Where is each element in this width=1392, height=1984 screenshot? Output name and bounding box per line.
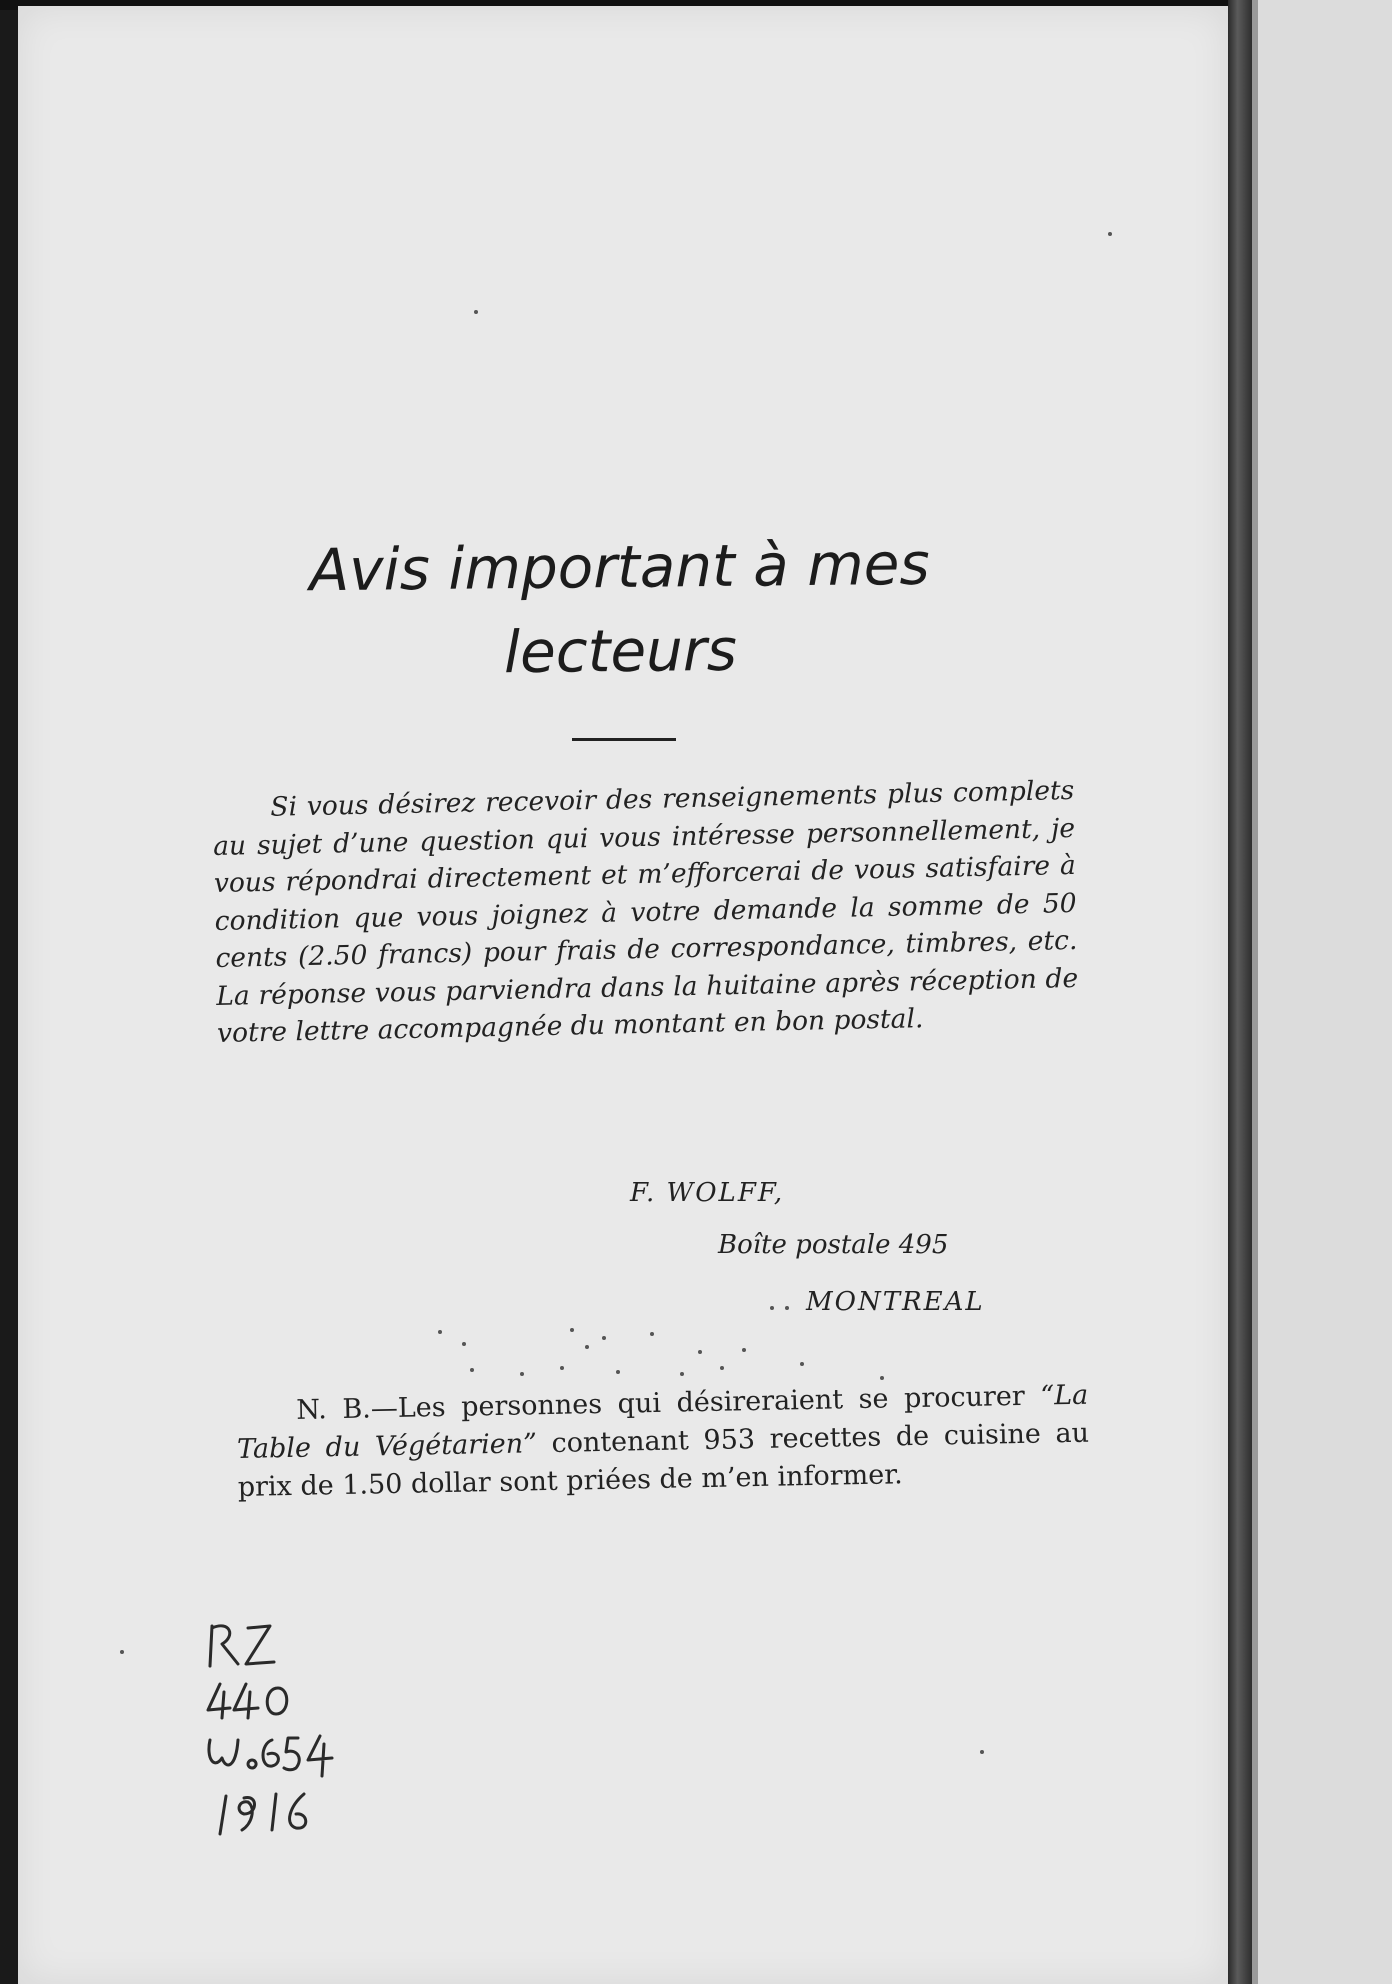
speck bbox=[462, 1342, 466, 1346]
speck bbox=[616, 1370, 620, 1374]
speck bbox=[585, 1345, 589, 1349]
speck bbox=[470, 1368, 474, 1372]
speck bbox=[770, 1306, 774, 1310]
speck bbox=[698, 1350, 702, 1354]
speck bbox=[1108, 232, 1112, 236]
speck bbox=[980, 1750, 984, 1754]
speck bbox=[474, 310, 478, 314]
call-number-line-1 bbox=[210, 1626, 274, 1666]
speck bbox=[650, 1332, 654, 1336]
signature-postal-box: Boîte postale 495 bbox=[718, 1230, 949, 1260]
note-prefix: N. B.—Les personnes qui désireraient se procurer bbox=[296, 1380, 1041, 1426]
handwritten-call-number bbox=[200, 1618, 400, 1918]
next-page-edge bbox=[1252, 0, 1392, 1984]
notice-title: Avis important à mes lecteurs bbox=[309, 529, 930, 687]
call-number-line-2 bbox=[208, 1684, 287, 1718]
nota-bene-note bbox=[236, 1377, 1090, 1507]
book-spine-shadow bbox=[1228, 0, 1252, 1984]
speck bbox=[570, 1328, 574, 1332]
speck bbox=[520, 1372, 524, 1376]
speck bbox=[742, 1348, 746, 1352]
speck bbox=[602, 1336, 606, 1340]
title-divider bbox=[572, 738, 676, 741]
speck bbox=[680, 1372, 684, 1376]
signature-name: F. WOLFF, bbox=[630, 1178, 785, 1208]
call-number-line-4 bbox=[220, 1794, 306, 1834]
speck bbox=[438, 1330, 442, 1334]
speck bbox=[720, 1366, 724, 1370]
signature-city: MONTREAL bbox=[806, 1287, 985, 1317]
notice-body: Si vous désirez recevoir des renseignements plus complets au sujet d’une question qui vous intéresse personnellement, je vous répondrai directement et m’efforcerai de vous satisfaire à condition que vous joignez à votre demande la somme de 50 cents (2.50 francs) pour frais de correspondance, timbres, etc. La réponse vous parviendra dans la huitaine après réception de votre lettre accompagnée du montant en bon postal. bbox=[212, 774, 1079, 1049]
note-suffix: contenant 953 recettes de cuisine au prix de 1.50 dollar sont priées de m’en informer. bbox=[237, 1417, 1090, 1503]
speck bbox=[785, 1306, 789, 1310]
speck bbox=[120, 1650, 124, 1654]
call-number-line-3 bbox=[209, 1736, 332, 1776]
speck bbox=[880, 1376, 884, 1380]
speck bbox=[800, 1362, 804, 1366]
next-page-margin-line bbox=[1252, 0, 1258, 1984]
speck bbox=[560, 1366, 564, 1370]
note-book-title: “La Table du Végétarien” bbox=[236, 1379, 1089, 1465]
